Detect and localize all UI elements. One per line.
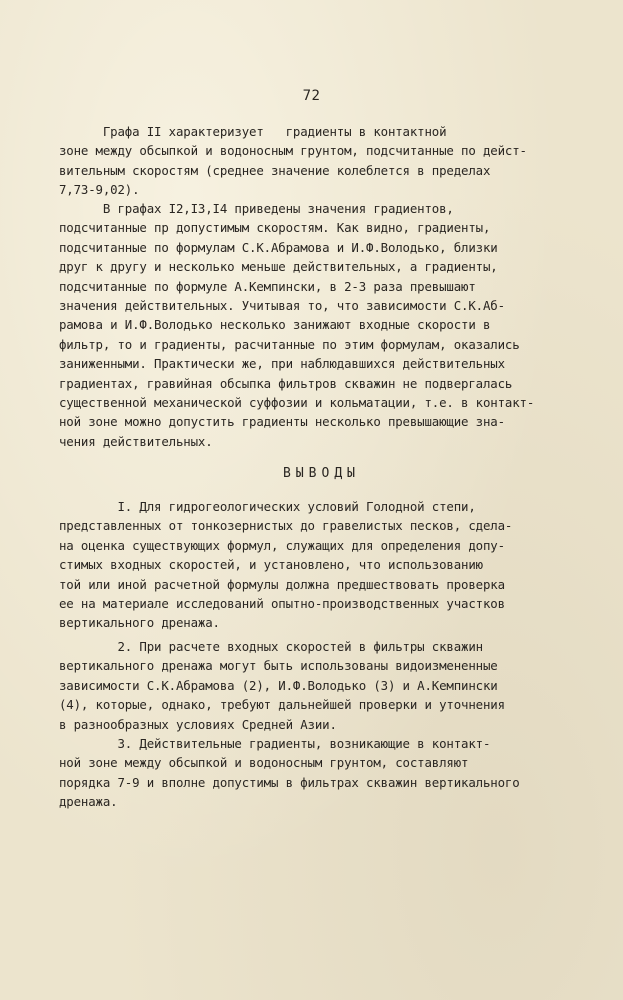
- text-line: чения действительных.: [59, 433, 213, 449]
- conclusion-item-1: [59, 497, 579, 633]
- text-line: стимых входных скоростей, и установлено, что использованию: [59, 557, 483, 573]
- conclusion-item-2: [59, 637, 579, 734]
- text-line: зависимости С.К.Абрамова (2), И.Ф.Володько (3) и А.Кемпински: [59, 677, 498, 693]
- text-line: значения действительных. Учитывая то, что зависимости С.К.Аб-: [59, 297, 505, 313]
- text-line: вертикального дренажа могут быть использованы видоизмененные: [59, 658, 498, 674]
- text-line: ной зоне между обсыпкой и водоносным грунтом, составляют: [59, 755, 469, 771]
- text-line: рамова и И.Ф.Володько несколько занижают входные скорости в: [59, 317, 491, 333]
- text-line: представленных от тонкозернистых до гравелистых песков, сдела-: [59, 518, 513, 534]
- text-line: фильтр, то и градиенты, расчитанные по этим формулам, оказались: [59, 336, 520, 352]
- text-line: вертикального дренажа.: [59, 615, 220, 631]
- text-line: I. Для гидрогеологических условий Голодной степи,: [59, 499, 476, 514]
- text-line: ной зоне можно допустить градиенты несколько превышающие зна-: [59, 414, 505, 430]
- paragraph-graph-2: [59, 122, 579, 200]
- text-line: В графах I2,I3,I4 приведены значения градиентов,: [59, 201, 454, 216]
- text-line: той или иной расчетной формулы должна предшествовать проверка: [59, 576, 505, 592]
- section-heading-conclusions: ВЫВОДЫ: [283, 466, 360, 481]
- text-line: 3. Действительные градиенты, возникающие в контакт-: [59, 736, 491, 751]
- text-line: вительным скоростям (среднее значение колеблется в пределах: [59, 162, 491, 178]
- text-line: друг к другу и несколько меньше действительных, а градиенты,: [59, 259, 498, 275]
- paragraph-graphs-12-14: [59, 199, 579, 451]
- text-line: ее на материале исследований опытно-производственных участков: [59, 595, 505, 611]
- text-line: подсчитанные по формуле А.Кемпински, в 2-3 раза превышают: [59, 278, 476, 294]
- text-line: (4), которые, однако, требуют дальнейшей проверки и уточнения: [59, 697, 505, 713]
- page-number: 72: [302, 88, 321, 104]
- text-line: существенной механической суффозии и кольматации, т.е. в контакт-: [59, 394, 535, 410]
- text-line: дренажа.: [59, 794, 118, 810]
- text-line: подсчитанные по формулам С.К.Абрамова и И.Ф.Володько, близки: [59, 239, 498, 255]
- text-line: 2. При расчете входных скоростей в фильтры скважин: [59, 639, 483, 654]
- text-line: в разнообразных условиях Средней Азии.: [59, 716, 337, 732]
- text-line: зоне между обсыпкой и водоносным грунтом, подсчитанные по дейст-: [59, 143, 527, 159]
- text-line: подсчитанные пр допустимым скоростям. Как видно, градиенты,: [59, 220, 491, 236]
- text-line: заниженными. Практически же, при наблюдавшихся действительных: [59, 356, 505, 372]
- text-line: на оценка существующих формул, служащих для определения допу-: [59, 537, 505, 553]
- text-line: 7,73-9,02).: [59, 182, 140, 198]
- text-line: Графа II характеризует градиенты в контактной: [59, 124, 447, 139]
- text-line: градиентах, гравийная обсыпка фильтров скважин не подвергалась: [59, 375, 513, 391]
- text-line: порядка 7-9 и вполне допустимы в фильтрах скважин вертикального: [59, 774, 520, 790]
- conclusion-item-3: [59, 734, 579, 812]
